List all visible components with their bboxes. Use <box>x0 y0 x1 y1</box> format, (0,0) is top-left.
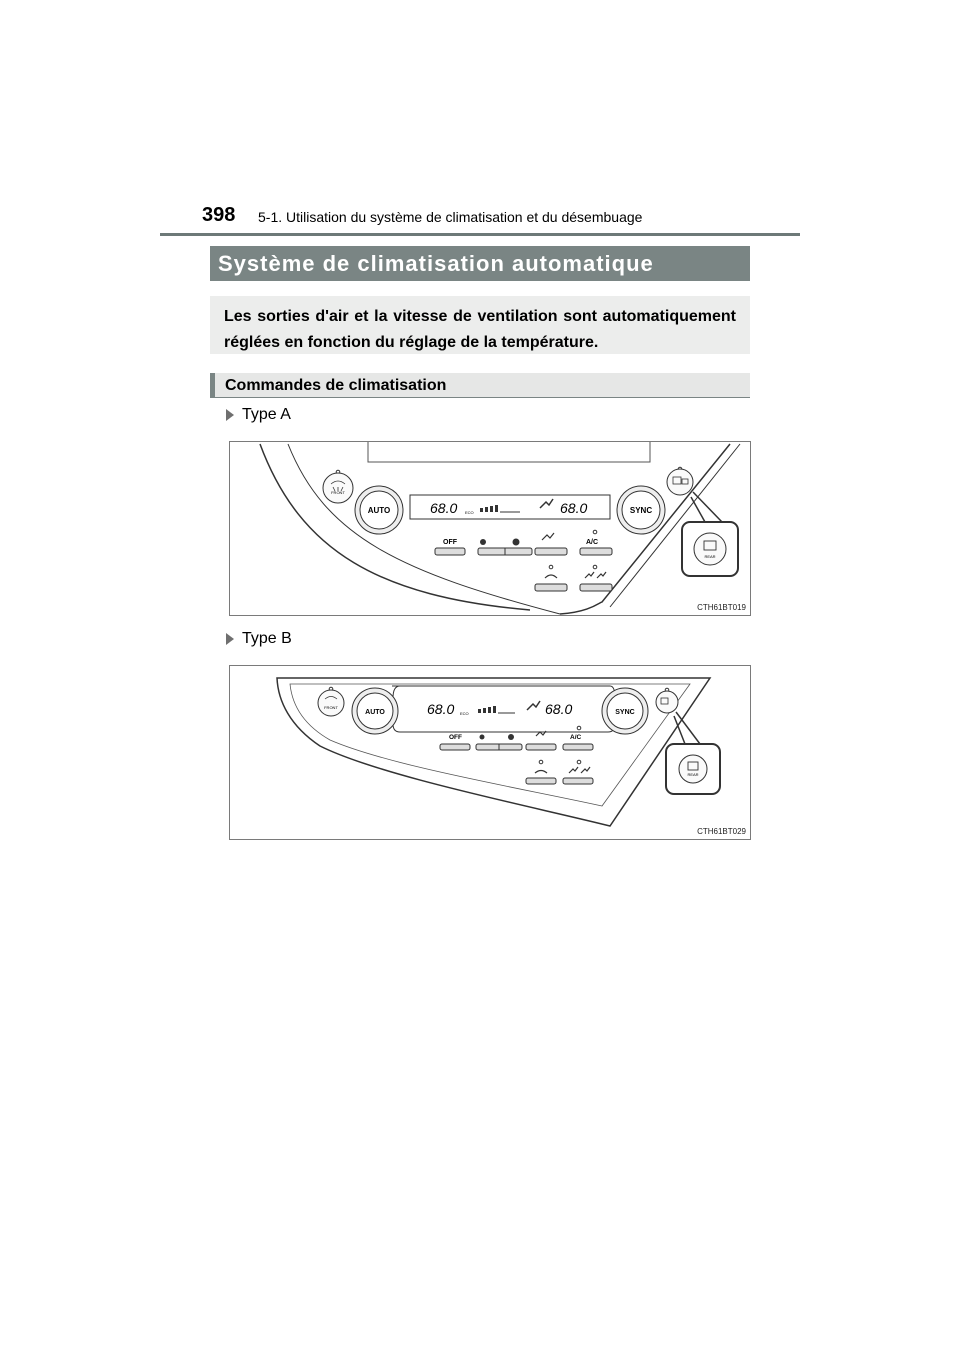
type-a-text: Type A <box>242 406 291 423</box>
front-label-b: FRONT <box>324 705 338 710</box>
auto-label: AUTO <box>367 506 391 515</box>
temp-right-b: 68.0 <box>545 701 573 717</box>
rear-label: REAR <box>704 554 716 559</box>
auto-label-b: AUTO <box>365 709 385 716</box>
figure-type-a <box>229 441 751 616</box>
sync-label: SYNC <box>629 506 653 515</box>
subsection-title: Commandes de climatisation <box>210 373 750 398</box>
off-label-b: OFF <box>449 734 462 741</box>
ac-label: A/C <box>586 539 599 546</box>
figure-code-a: CTH61BT019 <box>697 603 746 612</box>
type-a-label <box>226 406 291 424</box>
triangle-bullet-icon <box>226 409 234 421</box>
intro-box <box>210 296 750 354</box>
off-label: OFF <box>443 539 457 546</box>
header-rule <box>160 233 800 236</box>
temp-left: 68.0 <box>430 500 458 516</box>
ac-label-b: A/C <box>570 734 582 741</box>
figure-type-b <box>229 665 751 840</box>
running-header: 5-1. Utilisation du système de climatisation et du désembuage <box>258 209 643 225</box>
sync-label-b: SYNC <box>615 709 635 716</box>
eco-label-b: ECO <box>460 711 469 716</box>
type-b-label <box>226 630 292 648</box>
temp-right: 68.0 <box>560 500 588 516</box>
rear-label-b: REAR <box>687 772 699 777</box>
triangle-bullet-icon <box>226 633 234 645</box>
type-b-text: Type B <box>242 630 292 647</box>
section-title: Système de climatisation automatique <box>210 246 750 281</box>
front-label: FRONT <box>331 490 345 495</box>
page-number: 398 <box>202 204 236 226</box>
eco-label: ECO <box>465 510 474 515</box>
climate-panel-a-illustration <box>230 442 750 615</box>
figure-code-b: CTH61BT029 <box>697 827 746 836</box>
temp-left-b: 68.0 <box>427 701 455 717</box>
climate-panel-b-illustration <box>230 666 750 839</box>
intro-text: Les sorties d'air et la vitesse de ventilation sont automatiquement réglées en fonction du réglage de la température. <box>224 308 736 351</box>
